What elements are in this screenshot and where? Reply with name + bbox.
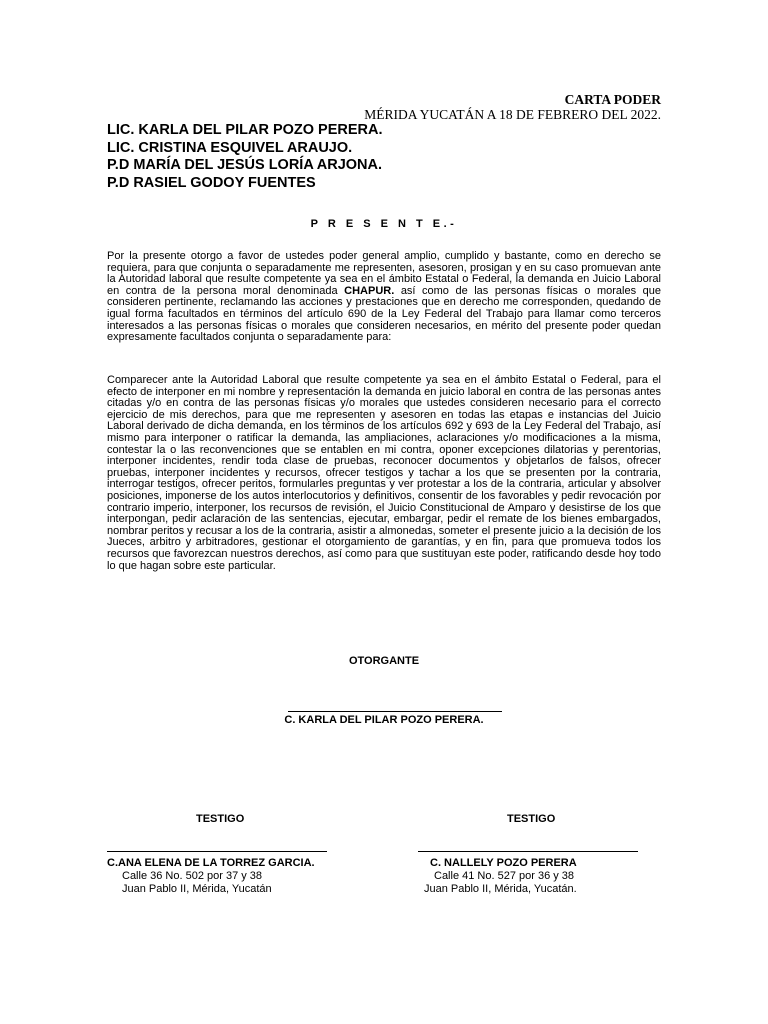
address-line: Juan Pablo II, Mérida, Yucatán. <box>424 883 577 895</box>
document-title: CARTA PODER <box>564 92 661 107</box>
witness-signature-line <box>418 851 638 852</box>
witness-label: TESTIGO <box>196 813 245 825</box>
grantor-label: OTORGANTE <box>348 655 420 667</box>
address-line: Calle 36 No. 502 por 37 y 38 <box>122 870 263 882</box>
addressee: P.D RASIEL GODOY FUENTES <box>107 174 316 191</box>
company-name: CHAPUR. <box>344 284 395 297</box>
witness-label: TESTIGO <box>507 813 556 825</box>
place-date: MÉRIDA YUCATÁN A 18 DE FEBRERO DEL 2022. <box>364 107 661 122</box>
witness-address <box>122 870 272 896</box>
addressee: LIC. CRISTINA ESQUIVEL ARAUJO. <box>107 139 353 156</box>
paragraph-text: así como de las personas físicas o morales que consideren pertinente, reclamando las acciones y prestaciones que en derecho me corresponden, quedando de igual forma facultados en términos del artículo 690 de la Ley Federal del Trabajo para llamar como terceros interesados a las personas físicas o morales que consideren necesarios, en mérito del presente poder quedan expresamente facultados conjunta o separadamente para: <box>107 284 661 344</box>
witness-signature-line <box>107 851 327 852</box>
witness-name: C. NALLELY POZO PERERA <box>430 857 577 869</box>
addressee-list <box>107 122 383 192</box>
witness-name: C.ANA ELENA DE LA TORREZ GARCIA. <box>107 857 315 869</box>
address-line: Calle 41 No. 527 por 36 y 38 <box>434 870 575 882</box>
witness-address <box>424 870 577 896</box>
addressee: P.D MARÍA DEL JESÚS LORÍA ARJONA. <box>107 157 383 174</box>
paragraph-powers: Comparecer ante la Autoridad Laboral que resulte competente ya sea en el ámbito Estatal o Federal, para el efecto de interponer en mi nombre y representación la demanda en juicio laboral en contra de las personas antes citadas y/o en contra de las personas físicas y/o morales que ustedes consideren necesario para el correcto ejercicio de mis derechos, para que me representen y asesoren en todas las etapas e instancias del Juicio Laboral derivado de dicha demanda, en los términos de los artículos 692 y 693 de la Ley Federal del Trabajo, así mismo para interponer o ratificar la demanda, las ampliaciones, aclaraciones y/o modificaciones a la misma, contestar la o las reconvenciones que se entablen en mi contra, oponer excepciones dilatorias y perentorias, interponer incidentes, rendir toda clase de pruebas, reconocer documentos y objetarlos de falsos, ofrecer pruebas, interponer incidentes y recursos, ofrecer testigos y tachar a los que se presenten por la contraria, interrogar testigos, ofrecer peritos, formularles preguntas y ver protestar a los de la contraria, articular y absolver posiciones, imponerse de los autos interlocutorios y definitivos, consentir de los favorables y pedir revocación por contrario imperio, interponer, los recursos de revisión, el Juicio Constitucional de Amparo y desistirse de los que interpongan, pedir aclaración de las sentencias, ejecutar, embargar, pedir el remate de los bienes embargados, nombrar peritos y recusar a los de la contraria, asistir a almonedas, someter el presente juicio a la decisión de los Jueces, arbitro y arbitradores, gestionar el otorgamiento de garantías, y en fin, para que promueva todos los recursos que favorezcan nuestros derechos, así como para que sustituyan este poder, ratificando desde hoy todo lo que hagan sobre este particular. <box>107 374 661 572</box>
paragraph-text: Por la presente otorgo a favor de ustedes poder general amplio, cumplido y bastante, como en derecho se requiera, para que conjunta o separadamente me representen, asesoren, prosigan y en su caso promuevan ante la Autoridad laboral que resulte competente ya sea en el ámbito Estatal o Federal, la demanda en Juicio Laboral en contra de la persona moral denominada <box>107 250 661 297</box>
paragraph-grant <box>107 251 661 344</box>
grantor-signature-line <box>288 711 502 712</box>
grantor-name: C. KARLA DEL PILAR POZO PERERA. <box>284 714 484 726</box>
salutation: P R E S E N T E.- <box>310 218 458 230</box>
address-line: Juan Pablo II, Mérida, Yucatán <box>122 883 272 895</box>
addressee: LIC. KARLA DEL PILAR POZO PERERA. <box>107 122 383 138</box>
